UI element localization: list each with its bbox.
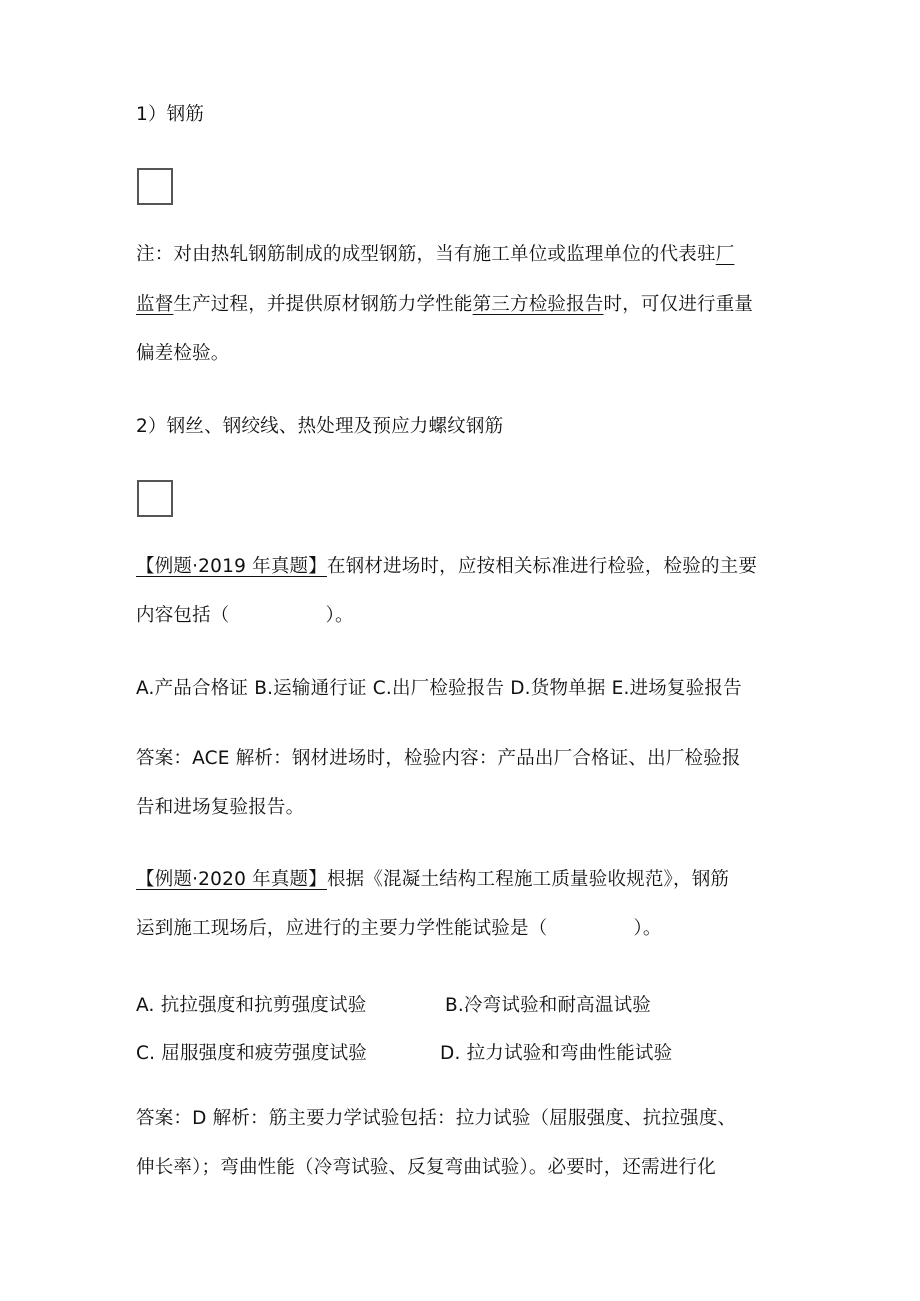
note-underlined-text: 监督 (136, 294, 174, 315)
example-2-answer-line-2: 伸长率）；弯曲性能（冷弯试验、反复弯曲试验）。必要时，还需进行化 (136, 1157, 716, 1178)
example-tag: 【例题·2020 年真题】 (136, 869, 327, 890)
example-text: ）。 (325, 605, 354, 626)
example-2-line-1 (136, 871, 729, 890)
example-1-answer-line-1: 答案：ACE 解析：钢材进场时，检验内容：产品出厂合格证、出厂检验报 (136, 748, 741, 769)
figure-placeholder-1 (137, 168, 173, 205)
section-1-heading: 1）钢筋 (136, 104, 205, 125)
example-2-line-2 (136, 920, 662, 939)
example-1-answer-line-2: 告和进场复验报告。 (136, 797, 305, 818)
example-1-options: A.产品合格证 B.运输通行证 C.出厂检验报告 D.货物单据 E.进场复验报告 (136, 678, 742, 699)
example-2-option-d: D. 拉力试验和弯曲性能试验 (440, 1043, 673, 1064)
example-2-answer-line-1: 答案：D 解析：筋主要力学试验包括：拉力试验（屈服强度、抗拉强度、 (136, 1108, 737, 1129)
note-text: 时，可仅进行重量 (603, 294, 754, 315)
example-text: 根据《混凝土结构工程施工质量验收规范》，钢筋 (326, 869, 730, 890)
note-line-2 (136, 296, 753, 315)
example-2-option-b: B.冷弯试验和耐高温试验 (445, 995, 651, 1016)
note-underlined-text: 第三方检验报告 (472, 294, 604, 315)
figure-placeholder-2 (137, 480, 173, 517)
note-line-1 (136, 246, 734, 265)
example-text: 内容包括（ (136, 605, 230, 626)
example-2-option-a: A. 抗拉强度和抗剪强度试验 (136, 995, 367, 1016)
example-text: 在钢材进场时，应按相关标准进行检验，检验的主要 (326, 556, 758, 577)
example-text: 运到施工现场后，应进行的主要力学性能试验是（ (136, 918, 548, 939)
note-underlined-text: 厂 (715, 244, 735, 265)
example-tag: 【例题·2019 年真题】 (136, 556, 327, 577)
example-text: ）。 (633, 918, 662, 939)
section-2-heading: 2）钢丝、钢绞线、热处理及预应力螺纹钢筋 (136, 416, 504, 437)
example-1-line-1 (136, 558, 757, 577)
note-text: 生产过程，并提供原材钢筋力学性能 (173, 294, 473, 315)
example-1-line-2 (136, 607, 354, 626)
example-2-option-c: C. 屈服强度和疲劳强度试验 (136, 1043, 367, 1064)
note-line-3: 偏差检验。 (136, 343, 230, 364)
note-text: 注：对由热轧钢筋制成的成型钢筋，当有施工单位或监理单位的代表驻 (136, 244, 716, 265)
